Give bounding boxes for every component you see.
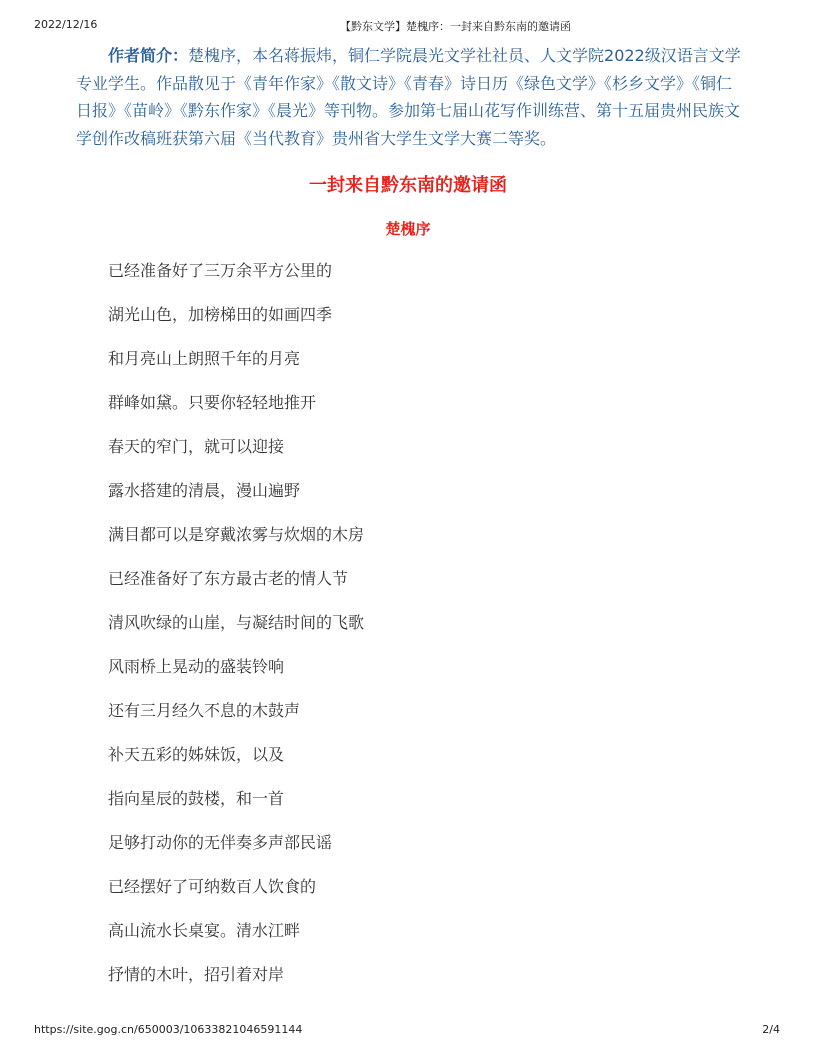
poem-line: 指向星辰的鼓楼，和一首 bbox=[108, 789, 285, 808]
poem-line: 湖光山色，加榜梯田的如画四季 bbox=[108, 305, 333, 324]
footer-url[interactable]: https://site.gog.cn/650003/10633821046591144 bbox=[34, 1023, 303, 1036]
poem-line: 露水搭建的清晨，漫山遍野 bbox=[108, 481, 301, 500]
poem-title: 一封来自黔东南的邀请函 bbox=[309, 175, 507, 196]
poem-body bbox=[108, 258, 364, 1006]
poem-author: 楚槐序 bbox=[385, 220, 431, 238]
poem-line: 满目都可以是穿戴浓雾与炊烟的木房 bbox=[108, 525, 365, 544]
poem-line: 已经准备好了三万余平方公里的 bbox=[108, 261, 333, 280]
poem-line: 清风吹绿的山崖，与凝结时间的飞歌 bbox=[108, 613, 365, 632]
author-bio-label: 作者简介： bbox=[108, 46, 189, 65]
author-bio-text: 楚槐序，本名蒋振炜，铜仁学院晨光文学社社员、人文学院2022级汉语言文学专业学生。作品散见于《青年作家》《散文诗》《青春》诗日历《绿色文学》《杉乡文学》《铜仁日报》《苗岭》《黔东作家》《晨光》等刊物。参加第七届山花写作训练营、第十五届贵州民族文学创作改稿班获第六届《当代教育》贵州省大学生文学大赛二等奖。 bbox=[76, 46, 741, 148]
poem-line: 补天五彩的姊妹饭，以及 bbox=[108, 745, 285, 764]
poem-line: 抒情的木叶，招引着对岸 bbox=[108, 965, 285, 984]
poem-line: 高山流水长桌宴。清水江畔 bbox=[108, 921, 301, 940]
poem-line: 群峰如黛。只要你轻轻地推开 bbox=[108, 393, 317, 412]
poem-line: 已经准备好了东方最古老的情人节 bbox=[108, 569, 349, 588]
header-title: 【黔东文学】楚槐序：一封来自黔东南的邀请函 bbox=[340, 20, 571, 33]
poem-line: 风雨桥上晃动的盛装铃响 bbox=[108, 657, 285, 676]
poem-line: 已经摆好了可纳数百人饮食的 bbox=[108, 877, 317, 896]
poem-line: 足够打动你的无伴奏多声部民谣 bbox=[108, 833, 333, 852]
poem-line: 和月亮山上朗照千年的月亮 bbox=[108, 349, 301, 368]
author-bio bbox=[76, 42, 744, 152]
poem-line: 春天的窄门，就可以迎接 bbox=[108, 437, 285, 456]
footer-page-number: 2/4 bbox=[762, 1023, 780, 1036]
poem-line: 还有三月经久不息的木鼓声 bbox=[108, 701, 301, 720]
header-date: 2022/12/16 bbox=[34, 18, 98, 31]
